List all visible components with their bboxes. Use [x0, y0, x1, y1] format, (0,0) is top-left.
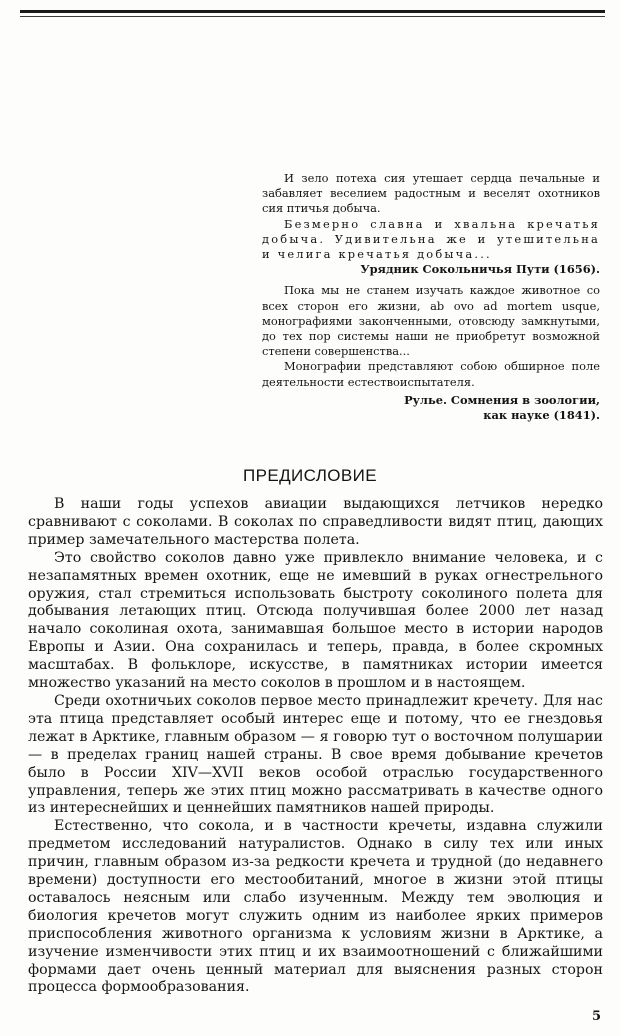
epigraph-quote-4: Монографии представляют собою обширное поле деятельности естествоиспытателя.	[262, 359, 600, 389]
page-number: 5	[592, 1009, 602, 1024]
paragraph-3: Среди охотничьих соколов первое место принадлежит кречету. Для нас эта птица представляет особый интерес еще и потому, что ее гнездовья лежат в Арктике, главным образом — я говорю тут о восточном полушарии — в пределах границ нашей страны. В свое время добывание кречетов было в России XIV—XVII веков особой отраслью государственного управления, теперь же этих птиц можно рассматривать в качестве одного из интереснейших и ценнейших памятников нашей природы.	[28, 692, 603, 817]
page-title: ПРЕДИСЛОВИЕ	[242, 466, 378, 485]
top-rule-thin	[20, 16, 605, 17]
top-rule	[20, 10, 605, 13]
epigraph-source-2-line-1: Рулье. Сомнения в зоологии,	[404, 392, 600, 407]
epigraph-quote-1: И зело потеха сия утешает сердца печальные и забавляет веселием радостным и веселят охотников сия птичья добыча.	[262, 171, 600, 216]
epigraph-quote-3: Пока мы не станем изучать каждое животное со всех сторон его жизни, ab ovo ad mortem usque, монографиями законченными, отовсюду замкнутыми, до тех пор системы наши не приобретут возможной степени совершенства...	[262, 283, 600, 359]
body-text	[28, 496, 603, 997]
paragraph-1: В наши годы успехов авиации выдающихся летчиков нередко сравнивают с соколами. В соколах по справедливости видят птиц, дающих пример замечательного мастерства полета.	[28, 496, 603, 548]
epigraph-source-2-line-2: как науке (1841).	[483, 408, 600, 423]
epigraph-quote-2: Безмерно славна и хвальна кречатья добыча. Удивительна же и утешительна и челига кречатья добыча...	[262, 216, 600, 262]
epigraph-source-1: Урядник Сокольничья Пути (1656).	[360, 262, 600, 277]
epigraph	[262, 171, 600, 423]
epigraph-source-2	[262, 393, 600, 423]
paragraph-2: Это свойство соколов давно уже привлекло внимание человека, и с незапамятных времен охотник, еще не имевший в руках огнестрельного оружия, стал стремиться использовать быстроту соколиного полета для добывания летающих птиц. Отсюда получившая более 2000 лет назад начало соколиная охота, занимавшая большое место в истории народов Европы и Азии. Она сохранилась и теперь, правда, в более скромных масштабах. В фольклоре, искусстве, в памятниках истории имеется множество указаний на место соколов в прошлом и в настоящем.	[28, 549, 603, 692]
paragraph-4: Естественно, что сокола, и в частности кречеты, издавна служили предметом исследований натуралистов. Однако в силу тех или иных причин, главным образом из-за редкости кречета и трудной (до недавнего времени) доступности его местообитаний, многое в жизни этой птицы оставалось неясным или слабо изученным. Между тем эволюция и биология кречетов могут служить одним из наиболее ярких примеров приспособления животного организма к условиям жизни в Арктике, а изучение изменчивости этих птиц и их взаимоотношений с ближайшими формами дает очень ценный материал для выяснения разных сторон процесса формообразования.	[28, 818, 603, 996]
